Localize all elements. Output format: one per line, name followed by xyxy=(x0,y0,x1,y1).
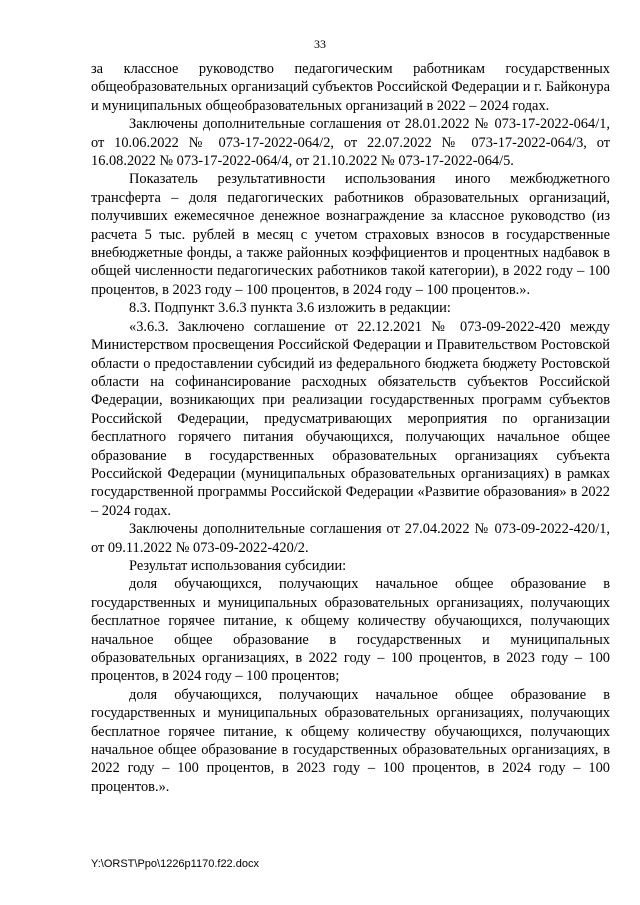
paragraph: 8.3. Подпункт 3.6.3 пункта 3.6 изложить в редакции: xyxy=(129,300,451,317)
paragraph: доля обучающихся, получающих начальное общее образование в государственных и муниципальных образовательных организациях, получающих бесплатное горячее питание, к общему количеству обучающихся, получающих начальное общее образование в государственных и муниципальных образовательных организациях, в 2022 году – 100 процентов, в 2023 году – 100 процентов, в 2024 году – 100 процентов; xyxy=(91,576,610,685)
paragraph: Заключены дополнительные соглашения от 28.01.2022 № 073-17-2022-064/1, от 10.06.2022 № 073-17-2022-064/2, от 22.07.2022 № 073-17-2022-064/3, от 16.08.2022 № 073-17-2022-064/4, от 21.10.2022 № 073-17-2022-064/5. xyxy=(91,116,610,170)
paragraph: Показатель результативности использования иного межбюджетного трансферта – доля педагогических работников образовательных организаций, получивших ежемесячное денежное вознаграждение за классное руководство (из расчета 5 тыс. рублей в месяц с учетом страховых взносов в государственные внебюджетные фонды, а также районных коэффициентов и процентных надбавок в общей численности педагогических работников такой категории), в 2022 году – 100 процентов, в 2023 году – 100 процентов, в 2024 году – 100 процентов.». xyxy=(91,171,610,298)
paragraph: за классное руководство педагогическим работникам государственных общеобразовательных организаций субъектов Российской Федерации и г. Байконура и муниципальных общеобразовательных организаций в 2022 – 2024 годах. xyxy=(91,61,610,114)
paragraph: доля обучающихся, получающих начальное общее образование в государственных и муниципальных образовательных организациях, получающих бесплатное горячее питание, к общему количеству обучающихся, получающих начальное общее образование в государственных образовательных организациях, в 2022 году – 100 процентов, в 2023 году – 100 процентов, в 2024 году – 100 процентов.». xyxy=(91,686,610,795)
document-body xyxy=(91,60,610,796)
paragraph: Результат использования субсидии: xyxy=(129,557,347,574)
paragraph: Заключены дополнительные соглашения от 27.04.2022 № 073-09-2022-420/1, от 09.11.2022 № 073-09-2022-420/2. xyxy=(91,521,610,556)
page-number: 33 xyxy=(314,37,326,51)
paragraph: «3.6.3. Заключено соглашение от 22.12.2021 № 073-09-2022-420 между Министерством просвещения Российской Федерации и Правительством Ростовской области о предоставлении субсидий из федерального бюджета бюджету Ростовской области на софинансирование расходных обязательств субъектов Российской Федерации, возникающих при реализации государственных программ субъектов Российской Федерации, предусматривающих мероприятия по организации бесплатного горячего питания обучающихся, получающих начальное общее образование в государственных образовательных организациях субъекта Российской Федерации (муниципальных образовательных организациях) в рамках государственной программы Российской Федерации «Развитие образования» в 2022 – 2024 годах. xyxy=(91,318,610,519)
file-path-footer: Y:\ORST\Ppo\1226p1170.f22.docx xyxy=(91,858,259,870)
